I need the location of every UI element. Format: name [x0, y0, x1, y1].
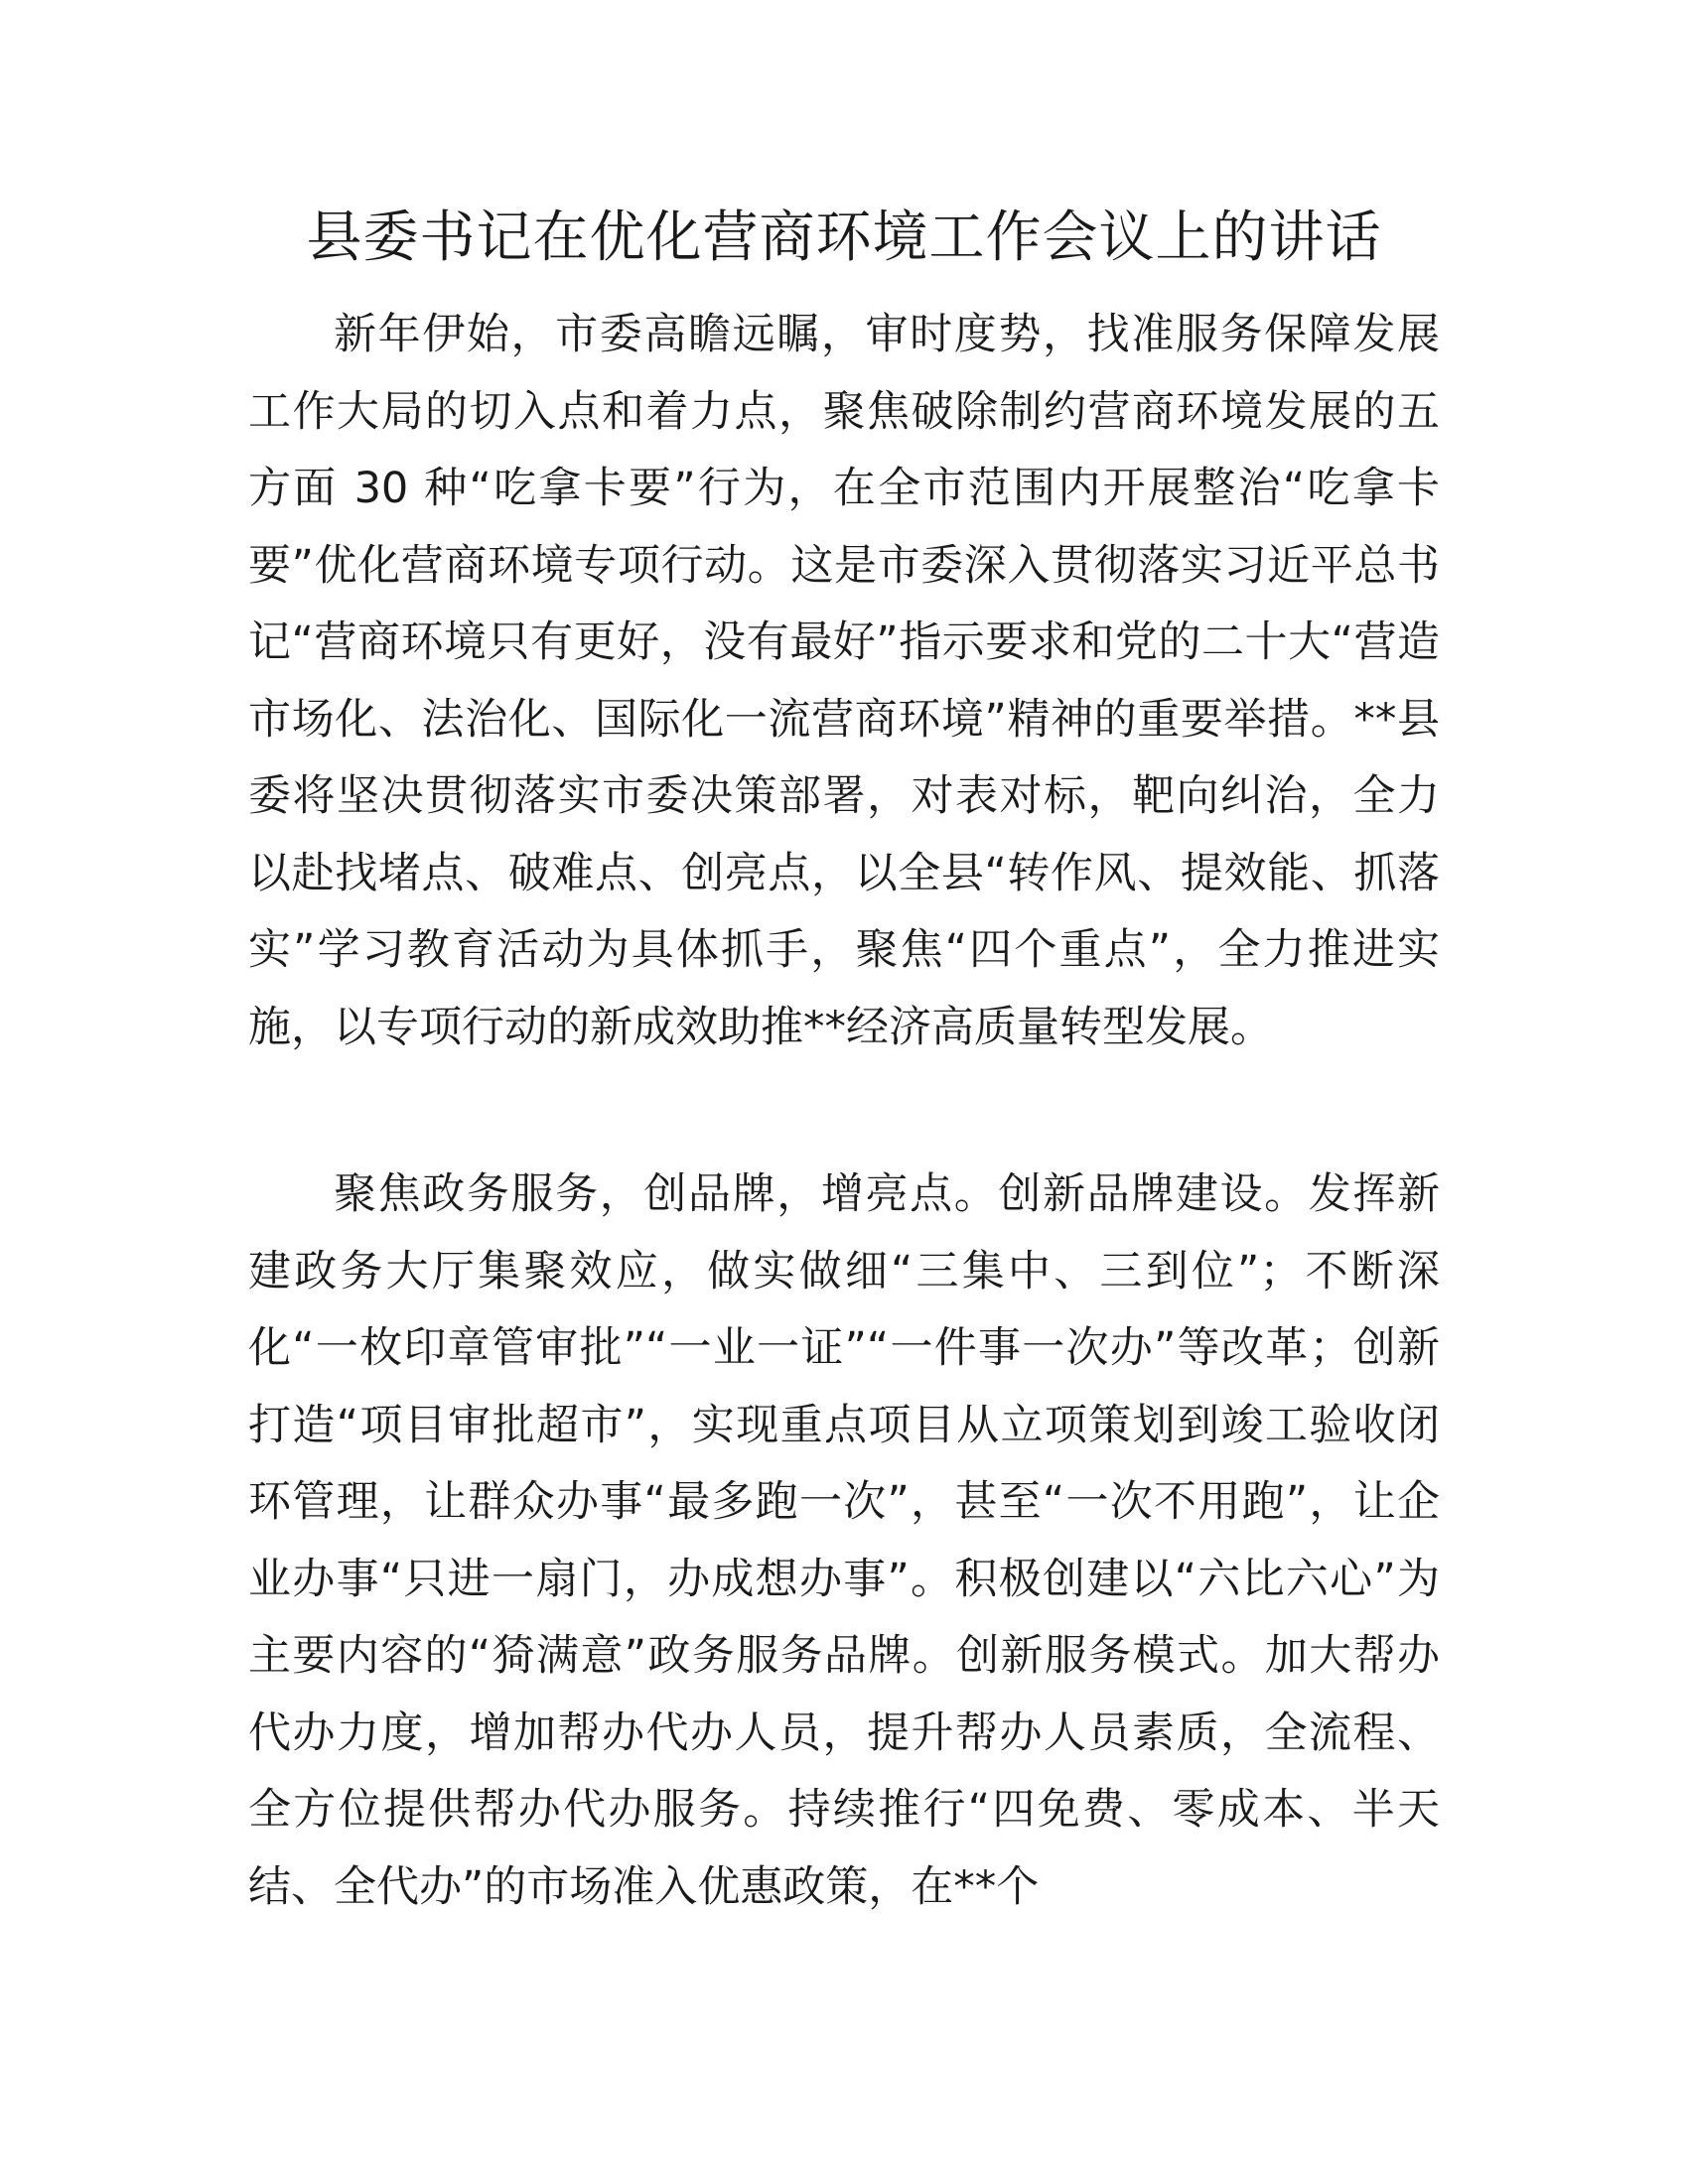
document-title: 县委书记在优化营商环境工作会议上的讲话 — [306, 205, 1382, 270]
paragraph-government-service: 聚焦政务服务，创品牌，增亮点。创新品牌建设。发挥新建政务大厅集聚效应，做实做细“三集中、三到位”；不断深化“一枚印章管审批”“一业一证”“一件事一次办”等改革；创新打造“项目审批超市”，实现重点项目从立项策划到竣工验收闭环管理，让群众办事“最多跑一次”，甚至“一次不用跑”，让企业办事“只进一扇门，办成想办事”。积极创建以“六比六心”为主要内容的“猗满意”政务服务品牌。创新服务模式。加大帮办代办力度，增加帮办代办人员，提升帮办人员素质，全流程、全方位提供帮办代办服务。持续推行“四免费、零成本、半天结、全代办”的市场准入优惠政策，在**个 — [248, 1169, 1440, 1912]
paragraph-intro: 新年伊始，市委高瞻远瞩，审时度势，找准服务保障发展工作大局的切入点和着力点，聚焦破除制约营商环境发展的五方面 30 种“吃拿卡要”行为，在全市范围内开展整治“吃拿卡要”优化营商环境专项行动。这是市委深入贯彻落实习近平总书记“营商环境只有更好，没有最好”指示要求和党的二十大“营造市场化、法治化、国际化一流营商环境”精神的重要举措。**县委将坚决贯彻落实市委决策部署，对表对标，靶向纠治，全力以赴找堵点、破难点、创亮点，以全县“转作风、提效能、抓落实”学习教育活动为具体抓手，聚焦“四个重点”，全力推进实施，以专项行动的新成效助推**经济高质量转型发展。 — [248, 310, 1440, 1052]
